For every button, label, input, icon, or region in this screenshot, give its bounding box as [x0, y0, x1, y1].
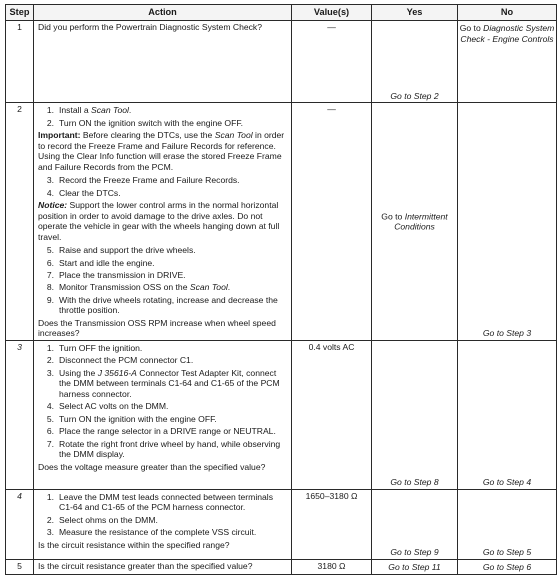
step-index: 7. — [46, 438, 54, 449]
important-note — [38, 130, 287, 172]
notice-note — [38, 200, 287, 242]
step-text-tail: Connector Test Adapter Kit, connect the DMM between terminals C1-64 and C1-65 of the PCM harness connector. — [59, 367, 280, 399]
goto-prefix: Go to — [482, 477, 507, 488]
step-emphasis: Scan Tool — [91, 105, 129, 116]
step-index: 2. — [46, 514, 54, 525]
step-text: Start and idle the engine. — [59, 257, 155, 268]
table-row-step-1 — [6, 21, 557, 103]
step-text-tail: . — [128, 105, 132, 116]
step-index: 2. — [46, 355, 54, 366]
goto-prefix: Go to — [388, 561, 412, 572]
step-number: 3 — [6, 340, 34, 489]
goto-target: Intermittent Conditions — [394, 211, 448, 232]
table-row-step-4 — [6, 489, 557, 559]
table-row-step-3 — [6, 340, 557, 489]
action-steps — [38, 343, 287, 460]
action-steps-b — [38, 175, 287, 198]
header-step: Step — [6, 5, 34, 21]
step-text: Raise and support the drive wheels. — [59, 245, 196, 256]
step-index: 2. — [46, 117, 54, 128]
step-text: Record the Freeze Frame and Failure Records. — [59, 175, 240, 186]
action-step — [38, 515, 287, 525]
step-index: 1. — [46, 105, 54, 116]
action-step — [38, 527, 287, 537]
step-number: 2 — [6, 103, 34, 341]
goto-target: Step 11 — [411, 561, 441, 572]
step-index: 7. — [46, 270, 54, 280]
no-goto-link[interactable] — [458, 477, 556, 487]
no-goto-link[interactable] — [458, 23, 556, 44]
step-text-tail: . — [227, 282, 231, 293]
no-cell — [458, 489, 557, 559]
action-step — [38, 258, 287, 268]
no-goto-link[interactable] — [483, 562, 531, 572]
step-emphasis: J 35616-A — [97, 367, 137, 378]
step-emphasis: Scan Tool — [189, 282, 228, 293]
action-cell — [34, 489, 292, 559]
step-text: Select AC volts on the DMM. — [59, 401, 169, 412]
step-text: With the drive wheels rotating, increase and decrease the throttle position. — [59, 294, 278, 316]
value-cell: 1650–3180 Ω — [292, 489, 372, 559]
no-goto-link[interactable] — [458, 328, 556, 338]
yes-cell — [372, 21, 458, 103]
yes-cell — [372, 559, 458, 574]
action-step — [38, 188, 287, 198]
step-index: 1. — [46, 342, 54, 353]
yes-goto-link[interactable] — [372, 91, 457, 101]
action-question: Is the circuit resistance greater than the specified value? — [38, 560, 253, 571]
step-index: 4. — [46, 187, 54, 198]
goto-target: Step 3 — [506, 328, 532, 339]
action-step — [38, 343, 287, 353]
step-number: 5 — [6, 559, 34, 574]
no-cell — [458, 559, 557, 574]
action-step — [38, 282, 287, 292]
step-index: 4. — [46, 401, 54, 412]
no-cell — [458, 21, 557, 103]
goto-target: Step 6 — [506, 561, 532, 572]
goto-target: Step 5 — [506, 547, 532, 558]
action-cell — [34, 21, 292, 103]
header-yes: Yes — [372, 5, 458, 21]
diagnostic-table — [5, 4, 557, 575]
table-header-row — [6, 5, 557, 21]
action-question: Does the Transmission OSS RPM increase when wheel speed increases? — [38, 317, 276, 339]
action-cell — [34, 103, 292, 341]
action-steps-a — [38, 105, 287, 128]
step-index: 6. — [46, 257, 54, 268]
value-cell: — — [292, 103, 372, 341]
action-step — [38, 426, 287, 436]
table-row-step-2 — [6, 103, 557, 341]
step-index: 5. — [46, 245, 54, 256]
goto-target: Step 2 — [413, 90, 439, 101]
step-index: 6. — [46, 426, 54, 437]
yes-cell — [372, 340, 458, 489]
goto-prefix: Go to — [381, 211, 405, 222]
yes-goto-link[interactable] — [388, 562, 440, 572]
step-index: 3. — [46, 175, 54, 186]
goto-target: Diagnostic System Check - Engine Controls — [460, 23, 555, 44]
action-step — [38, 439, 287, 460]
step-index: 8. — [46, 282, 54, 293]
yes-cell — [372, 489, 458, 559]
action-step — [38, 118, 287, 128]
action-question: Is the circuit resistance within the specified range? — [38, 539, 230, 550]
step-text: Disconnect the PCM connector C1. — [59, 355, 194, 366]
action-question: Does the voltage measure greater than the specified value? — [38, 461, 266, 472]
goto-target: Step 4 — [506, 477, 532, 488]
step-text: Install a — [59, 105, 92, 116]
table-row-step-5 — [6, 559, 557, 574]
action-steps — [38, 492, 287, 538]
value-cell: 0.4 volts AC — [292, 340, 372, 489]
action-cell — [34, 340, 292, 489]
step-text: Place the transmission in DRIVE. — [59, 270, 186, 280]
value-cell: 3180 Ω — [292, 559, 372, 574]
action-step — [38, 270, 287, 280]
action-question: Did you perform the Powertrain Diagnostic System Check? — [38, 22, 263, 33]
goto-target: Step 9 — [413, 547, 439, 558]
yes-goto-link[interactable] — [372, 477, 457, 487]
step-text: Place the range selector in a DRIVE range or NEUTRAL. — [59, 426, 276, 437]
action-cell — [34, 559, 292, 574]
no-goto-link[interactable] — [458, 547, 556, 557]
action-step — [38, 295, 287, 316]
action-step — [38, 175, 287, 185]
note-text: Support the lower control arms in the normal horizontal position in order to avoid damage to the drive axles. Do not operate the vehicle in gear with the wheels hanging down at full travel. — [38, 200, 280, 242]
value-cell: — — [292, 21, 372, 103]
action-step — [38, 105, 287, 115]
note-emphasis: Scan Tool — [214, 130, 253, 141]
goto-prefix: Go to — [482, 561, 507, 572]
step-index: 5. — [46, 413, 54, 424]
action-step — [38, 414, 287, 424]
goto-target: Step 8 — [413, 477, 439, 488]
note-text: Before clearing the DTCs, use the — [80, 130, 215, 141]
action-step — [38, 245, 287, 255]
diagnostic-table-page — [5, 4, 556, 575]
header-action: Action — [34, 5, 292, 21]
no-cell — [458, 103, 557, 341]
action-steps-c — [38, 245, 287, 316]
action-step — [38, 355, 287, 365]
step-index: 1. — [46, 491, 54, 502]
yes-cell — [372, 103, 458, 341]
important-label: Important: — [38, 130, 81, 141]
step-text: Leave the DMM test leads connected between terminals C1-64 and C1-65 of the PCM harness connector. — [59, 491, 274, 513]
note-text: in order to record the Freeze Frame and Failure Records for reference. Using the Clear Info function will erase the stored Freeze Frame and Failure Records from the PCM. — [38, 130, 285, 172]
step-index: 3. — [46, 527, 54, 538]
notice-label: Notice: — [38, 200, 68, 211]
goto-prefix: Go to — [390, 477, 414, 488]
goto-prefix: Go to — [482, 328, 507, 339]
step-text: Turn OFF the ignition. — [59, 342, 143, 353]
header-values: Value(s) — [292, 5, 372, 21]
step-text: Monitor Transmission OSS on the — [59, 282, 190, 293]
step-text: Measure the resistance of the complete VSS circuit. — [59, 527, 257, 538]
step-index: 9. — [46, 294, 54, 305]
step-text: Turn ON the ignition with the engine OFF. — [59, 413, 217, 424]
goto-prefix: Go to — [390, 547, 414, 558]
yes-goto-link[interactable] — [372, 547, 457, 557]
goto-prefix: Go to — [482, 547, 507, 558]
step-number: 1 — [6, 21, 34, 103]
step-text: Select ohms on the DMM. — [59, 514, 158, 525]
no-cell — [458, 340, 557, 489]
step-text: Turn ON the ignition switch with the engine OFF. — [59, 117, 244, 128]
step-text: Clear the DTCs. — [59, 187, 121, 198]
step-number: 4 — [6, 489, 34, 559]
step-text: Rotate the right front drive wheel by hand, while observing the DMM display. — [59, 438, 281, 460]
yes-goto-link[interactable] — [372, 211, 457, 232]
goto-prefix: Go to — [459, 23, 484, 34]
step-index: 3. — [46, 367, 54, 378]
step-text: Using the — [59, 367, 98, 378]
goto-prefix: Go to — [390, 90, 414, 101]
action-step — [38, 492, 287, 513]
action-step — [38, 368, 287, 399]
header-no: No — [458, 5, 557, 21]
action-step — [38, 401, 287, 411]
